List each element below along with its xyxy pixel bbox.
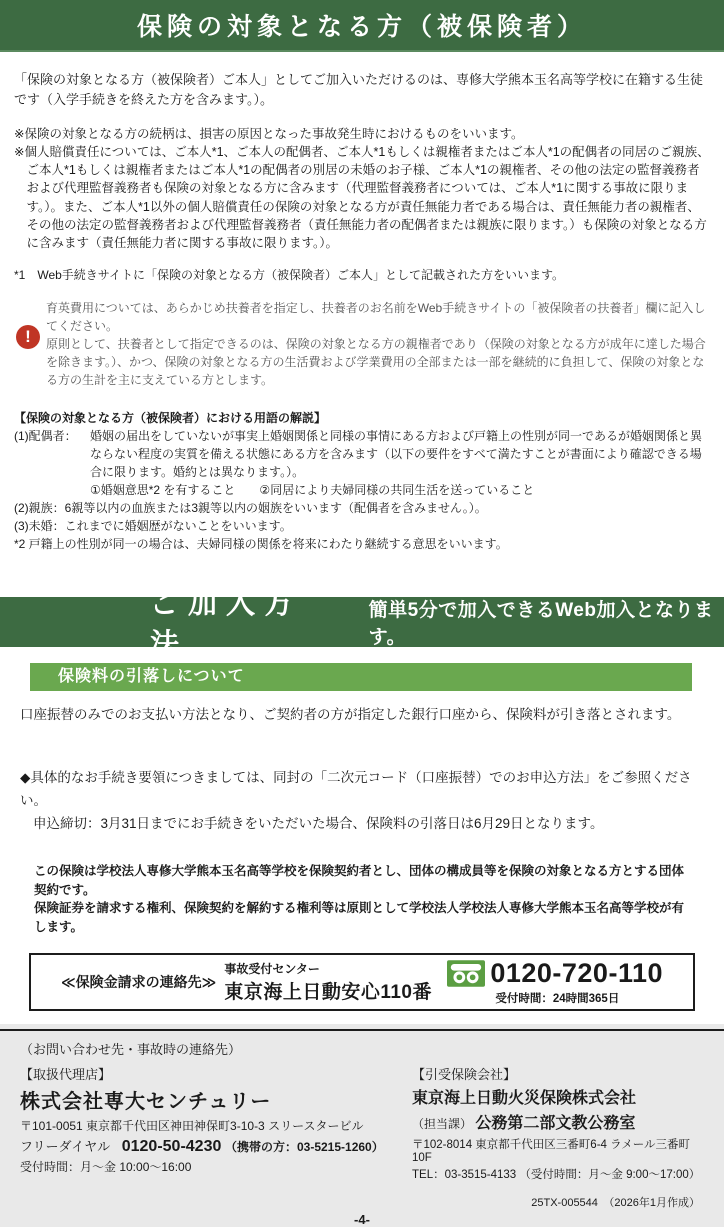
footnote-1: *1 Web手続きサイトに「保険の対象となる方（被保険者）ご本人」として記載された方をいいます。 <box>14 267 565 282</box>
claim-center-block <box>224 960 432 1004</box>
glossary-term-unmarried: (3)未婚： <box>14 518 65 533</box>
claim-phone-row <box>447 958 663 989</box>
agency-column <box>20 1064 412 1210</box>
procedure-line-1: ◆具体的なお手続き要領につきましては、同封の「二次元コード（口座振替）でのお申込方法」をご参照ください。 <box>20 770 692 809</box>
insurer-tel: TEL：03-3515-4133 （受付時間：月～金 9:00～17:00） <box>412 1168 701 1181</box>
page-number: -4- <box>354 1211 370 1227</box>
footer-heading: （お問い合わせ先・事故時の連絡先） <box>20 1041 242 1057</box>
warning-line-1: 育英費用については、あらかじめ扶養者を指定し、扶養者のお名前をWeb手続きサイトの「被保険者の扶養者」欄に記入してください。 <box>46 300 706 333</box>
procedure-line-2: 申込締切：3月31日までにお手続きをいただいた場合、保険料の引落日は6月29日となります。 <box>33 816 604 831</box>
group-contract-line-1: この保険は学校法人専修大学熊本玉名高等学校を保険契約者とし、団体の構成員等を保険の対象となる方とする団体契約です。 <box>34 863 685 897</box>
footer-columns <box>20 1064 704 1210</box>
agency-phone-line <box>20 1136 412 1156</box>
debit-text: 口座振替のみでのお支払い方法となり、ご契約者の方が指定した銀行口座から、保険料が引き落とされます。 <box>20 706 681 722</box>
page-title: 保険の対象となる方（被保険者） <box>136 13 587 41</box>
insurer-dept: 公務第二部文教公務室 <box>475 1114 636 1132</box>
group-contract-note <box>34 862 694 937</box>
agency-name: 株式会社専大センチュリー <box>20 1090 272 1113</box>
insurer-label: 【引受保険会社】 <box>412 1066 517 1082</box>
guardian-warning <box>14 299 710 389</box>
glossary-term-spouse: (1)配偶者： <box>14 428 77 443</box>
exclamation-icon: ! <box>16 325 40 349</box>
note-relationship: ※保険の対象となる方の続柄は、損害の原因となった事故発生時におけるものをいいます。 <box>14 127 524 141</box>
glossary <box>14 409 710 553</box>
glossary-desc-relatives: 6親等以内の血族または3親等以内の姻族をいいます（配偶者を含みません。）。 <box>64 500 487 515</box>
footnote-2: *2 戸籍上の性別が同一の場合は、夫婦同様の関係を将来にわたり継続する意思をいいます。 <box>14 536 508 551</box>
eligibility-intro: 「保険の対象となる方（被保険者）ご本人」としてご加入いただけるのは、専修大学熊本玉名高等学校に在籍する生徒です（入学手続きを終えた方を含みます。）。 <box>14 72 704 107</box>
glossary-term-relatives: (2)親族： <box>14 500 65 515</box>
procedure-block <box>20 767 708 836</box>
note-personal-liability: ※個人賠償責任については、ご本人*1、ご本人の配偶者、ご本人*1もしくは親権者またはご本人*1の配偶者の同居のご親族、ご本人*1もしくは親権者またはご本人*1の配偶者の別居の未婚のお子様、ご本人*1の親権者、その他の法定の監督義務者および代理監督義務者も保険の対象となる方に含みます（代理監督義務者については、ご本人*1に関する事故に限ります。）。また、ご本人*1以外の個人賠償責任の保険の対象となる方が責任無能力者である場合は、責任無能力者の親権者、その他の法定の監督義務者および代理監督義務者（責任無能力者の配偶者または親族に限ります。）も保険の対象となる方に含みます（責任無能力者に関する事故に限ります。）。 <box>14 145 710 250</box>
glossary-desc-spouse: 婚姻の届出をしていないが事実上婚姻関係と同様の事情にある方および戸籍上の性別が同一であるが婚姻関係と異ならない程度の実質を備える状態にある方を含みます（以下の要件をすべて満たすことが書面により確認できる場合に限ります。婚約とは異なります。）。 <box>90 428 703 479</box>
freedial-icon <box>447 960 485 987</box>
glossary-spouse-conditions: ①婚姻意思*2 を有すること ②同居により夫婦同様の共同生活を送っていること <box>90 482 535 497</box>
claim-center-name: 事故受付センター <box>224 961 320 976</box>
warning-line-2: 原則として、扶養者として指定できるのは、保険の対象となる方の親権者であり（保険の対象となる方が成年に達した場合を除きます。）、かつ、保険の対象となる方の生活費および学業費用の全部または一部を継続的に負担して、保険の対象となる方の生計を主に支えている方とします。 <box>46 336 706 387</box>
claim-contact-label: ≪保険金請求の連絡先≫ <box>61 973 217 990</box>
insurer-dept-label: （担当課） <box>412 1116 473 1131</box>
debit-section-header: 保険料の引落しについて <box>30 663 692 691</box>
glossary-item-relatives <box>14 499 710 517</box>
glossary-item-spouse <box>14 427 710 481</box>
enrollment-banner <box>0 587 724 661</box>
claim-contact-box <box>29 953 695 1011</box>
glossary-heading: 【保険の対象となる方（被保険者）における用語の解説】 <box>14 410 327 425</box>
page-header-banner <box>0 0 724 52</box>
insurer-name: 東京海上日動火災保険株式会社 <box>412 1089 637 1107</box>
agency-mobile-note: （携帯の方：03-5215-1260） <box>224 1139 384 1154</box>
agency-phone-label: フリーダイヤル <box>20 1138 111 1154</box>
insurer-address: 〒102-8014 東京都千代田区三番町6-4 ラメール三番町10F <box>412 1138 691 1164</box>
main-content <box>0 70 724 553</box>
glossary-item-unmarried <box>14 517 710 535</box>
document-code: 25TX-005544 （2026年1月作成） <box>531 1196 700 1209</box>
enrollment-title: ご加入方法 <box>150 587 303 661</box>
glossary-desc-unmarried: これまでに婚姻歴がないことをいいます。 <box>64 518 292 533</box>
claim-hours: 受付時間：24時間365日 <box>495 992 620 1005</box>
group-contract-line-2: 保険証券を請求する権利、保険契約を解約する権利等は原則として学校法人学校法人専修大学熊本玉名高等学校が有します。 <box>34 901 685 935</box>
claim-phone-block <box>447 958 679 1006</box>
agency-hours: 受付時間：月～金 10:00～16:00 <box>20 1159 192 1174</box>
enrollment-subtitle: 簡単5分で加入できるWeb加入となります。 <box>368 599 714 648</box>
insurer-column <box>412 1064 704 1210</box>
claim-service-title: 東京海上日動安心110番 <box>224 981 432 1003</box>
agency-phone-number[interactable]: 0120-50-4230 <box>121 1137 222 1155</box>
eligibility-notes <box>14 125 710 252</box>
claim-phone-number[interactable]: 0120-720-110 <box>490 957 663 988</box>
agency-label: 【取扱代理店】 <box>20 1066 112 1082</box>
agency-address: 〒101-0051 東京都千代田区神田神保町3-10-3 スリースタービル <box>20 1118 364 1133</box>
insurer-dept-line <box>412 1110 704 1133</box>
footer <box>0 1031 724 1227</box>
